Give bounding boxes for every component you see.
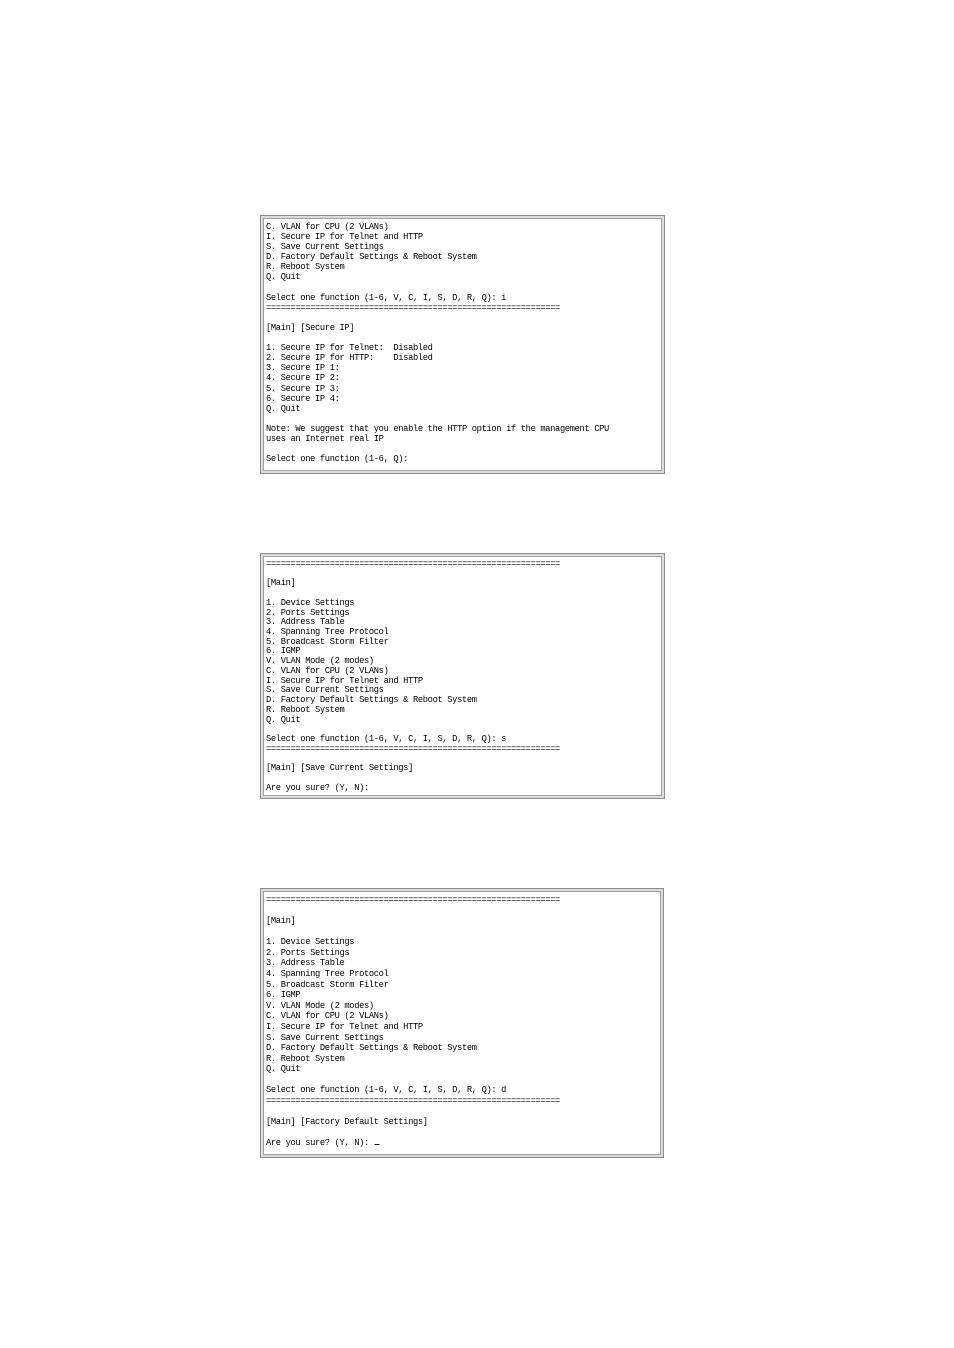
- terminal-line: [266, 1054, 647, 1065]
- terminal-line-text: [Main] [Save Current Settings]: [266, 763, 413, 774]
- terminal-line: [266, 414, 648, 424]
- terminal-line-text: ============================================================: [266, 560, 560, 569]
- terminal-line-text: Select one function (1-6, V, C, I, S, D, R, Q): d: [266, 1085, 507, 1096]
- terminal-line: [266, 1033, 647, 1044]
- terminal-line-text: ============================================================: [266, 895, 560, 905]
- terminal-line-text: 4. Spanning Tree Protocol: [266, 627, 389, 638]
- terminal-line: [266, 293, 648, 303]
- terminal-line: [266, 990, 647, 1001]
- terminal-line-text: 1. Secure IP for Telnet: Disabled: [266, 343, 433, 354]
- terminal-line-text: D. Factory Default Settings & Reboot System: [266, 1043, 477, 1054]
- terminal-line-text: Q. Quit: [266, 1064, 301, 1075]
- terminal-line: [266, 1022, 647, 1033]
- terminal-line: [266, 745, 648, 755]
- terminal-line-text: 1. Device Settings: [266, 597, 355, 608]
- terminal-line: [266, 916, 647, 927]
- terminal-line: [266, 969, 647, 980]
- terminal-line-text: Are you sure? (Y, N):: [266, 1138, 374, 1149]
- terminal-line: [266, 283, 648, 293]
- terminal-line: [266, 1075, 647, 1086]
- terminal-line-text: D. Factory Default Settings & Reboot System: [266, 695, 477, 706]
- terminal-line: [266, 958, 647, 969]
- terminal-line: [266, 980, 647, 991]
- terminal-line-text: Select one function (1-6, Q):: [266, 454, 409, 465]
- terminal-window-factory-default[interactable]: [260, 888, 664, 1158]
- terminal-line-text: 5. Broadcast Storm Filter: [266, 979, 389, 990]
- terminal-line-text: S. Save Current Settings: [266, 242, 384, 253]
- terminal-line: [266, 363, 648, 373]
- terminal-screen[interactable]: [266, 560, 660, 794]
- terminal-line-text: Note: We suggest that you enable the HTTP option if the management CPU: [266, 423, 609, 434]
- terminal-line: [266, 373, 648, 383]
- terminal-line: [266, 1096, 647, 1107]
- terminal-line-text: I. Secure IP for Telnet and HTTP: [266, 1021, 423, 1032]
- terminal-line: [266, 454, 648, 464]
- terminal-line-text: R. Reboot System: [266, 262, 345, 273]
- terminal-line-text: Q. Quit: [266, 272, 301, 283]
- terminal-line: [266, 222, 648, 232]
- terminal-line: [266, 937, 647, 948]
- terminal-line: [266, 394, 648, 404]
- terminal-line-text: Are you sure? (Y, N):: [266, 782, 369, 793]
- terminal-line: [266, 242, 648, 252]
- terminal-line: [266, 1117, 647, 1128]
- terminal-line: [266, 333, 648, 343]
- terminal-line-text: I. Secure IP for Telnet and HTTP: [266, 232, 423, 243]
- terminal-line: [266, 1064, 647, 1075]
- terminal-line-text: Select one function (1-6, V, C, I, S, D, R, Q): i: [266, 292, 507, 303]
- terminal-line: [266, 343, 648, 353]
- terminal-line: [266, 1011, 647, 1022]
- terminal-line-text: ============================================================: [266, 743, 560, 754]
- terminal-line-text: 5. Secure IP 3:: [266, 383, 340, 394]
- terminal-line-text: 4. Spanning Tree Protocol: [266, 969, 389, 980]
- terminal-line: [266, 895, 647, 906]
- text-cursor: [375, 1144, 380, 1145]
- terminal-line: [266, 560, 648, 570]
- terminal-line-text: 3. Secure IP 1:: [266, 363, 340, 374]
- terminal-line-text: 2. Ports Settings: [266, 947, 350, 958]
- terminal-line: [266, 1085, 647, 1096]
- terminal-line: [266, 262, 648, 272]
- terminal-line-text: [Main] [Secure IP]: [266, 322, 355, 333]
- terminal-line: [266, 444, 648, 454]
- terminal-line: [266, 384, 648, 394]
- terminal-window-secure-ip[interactable]: [260, 215, 665, 474]
- terminal-line-text: V. VLAN Mode (2 modes): [266, 1000, 374, 1011]
- terminal-line-text: S. Save Current Settings: [266, 1032, 384, 1043]
- terminal-line: [266, 716, 648, 726]
- terminal-line: [266, 272, 648, 282]
- terminal-line: [266, 313, 648, 323]
- terminal-line-text: 2. Ports Settings: [266, 607, 350, 618]
- terminal-line: [266, 927, 647, 938]
- terminal-line: [266, 232, 648, 242]
- terminal-line: [266, 323, 648, 333]
- terminal-line: [266, 404, 648, 414]
- terminal-line: [266, 579, 648, 589]
- terminal-line-text: [Main] [Factory Default Settings]: [266, 1117, 428, 1128]
- terminal-line: [266, 434, 648, 444]
- terminal-line-text: 3. Address Table: [266, 958, 345, 969]
- terminal-line-text: 6. IGMP: [266, 990, 301, 1001]
- terminal-line-text: Select one function (1-6, V, C, I, S, D, R, Q): s: [266, 733, 507, 744]
- terminal-line: [266, 764, 648, 774]
- terminal-line-text: I. Secure IP for Telnet and HTTP: [266, 675, 423, 686]
- terminal-line: [266, 1128, 647, 1139]
- terminal-line-text: ============================================================: [266, 1095, 560, 1106]
- terminal-line: [266, 424, 648, 434]
- terminal-line-text: R. Reboot System: [266, 1053, 345, 1064]
- terminal-line-text: C. VLAN for CPU (2 VLANs): [266, 1011, 389, 1022]
- terminal-line-text: Q. Quit: [266, 403, 301, 414]
- terminal-screen[interactable]: [266, 895, 659, 1153]
- terminal-line-text: D. Factory Default Settings & Reboot System: [266, 252, 477, 263]
- terminal-line-text: uses an Internet real IP: [266, 433, 384, 444]
- terminal-line-text: 6. Secure IP 4:: [266, 393, 340, 404]
- terminal-line-text: [Main]: [266, 916, 296, 927]
- terminal-line-text: [Main]: [266, 578, 296, 589]
- terminal-line-text: ============================================================: [266, 302, 560, 313]
- terminal-line: [266, 1043, 647, 1054]
- terminal-line-text: 3. Address Table: [266, 617, 345, 628]
- terminal-line-text: V. VLAN Mode (2 modes): [266, 656, 374, 667]
- terminal-line-text: C. VLAN for CPU (2 VLANs): [266, 665, 389, 676]
- terminal-line-text: R. Reboot System: [266, 704, 345, 715]
- terminal-line: [266, 706, 648, 716]
- terminal-line-text: 6. IGMP: [266, 646, 301, 657]
- terminal-line-text: 4. Secure IP 2:: [266, 373, 340, 384]
- terminal-line: [266, 784, 648, 794]
- terminal-window-save-settings[interactable]: [260, 553, 665, 799]
- terminal-line-text: C. VLAN for CPU (2 VLANs): [266, 222, 389, 232]
- terminal-line: [266, 906, 647, 917]
- terminal-line-text: 2. Secure IP for HTTP: Disabled: [266, 353, 433, 364]
- terminal-line-text: 1. Device Settings: [266, 937, 355, 948]
- terminal-line: [266, 252, 648, 262]
- terminal-line: [266, 948, 647, 959]
- terminal-line: [266, 1107, 647, 1118]
- terminal-line: [266, 570, 648, 580]
- terminal-line: [266, 1001, 647, 1012]
- terminal-line-text: Q. Quit: [266, 714, 301, 725]
- terminal-screen[interactable]: [266, 222, 660, 469]
- terminal-line-text: 5. Broadcast Storm Filter: [266, 636, 389, 647]
- terminal-line: [266, 303, 648, 313]
- terminal-line: [266, 1138, 647, 1149]
- terminal-line-text: S. Save Current Settings: [266, 685, 384, 696]
- terminal-line: [266, 638, 648, 648]
- terminal-line: [266, 353, 648, 363]
